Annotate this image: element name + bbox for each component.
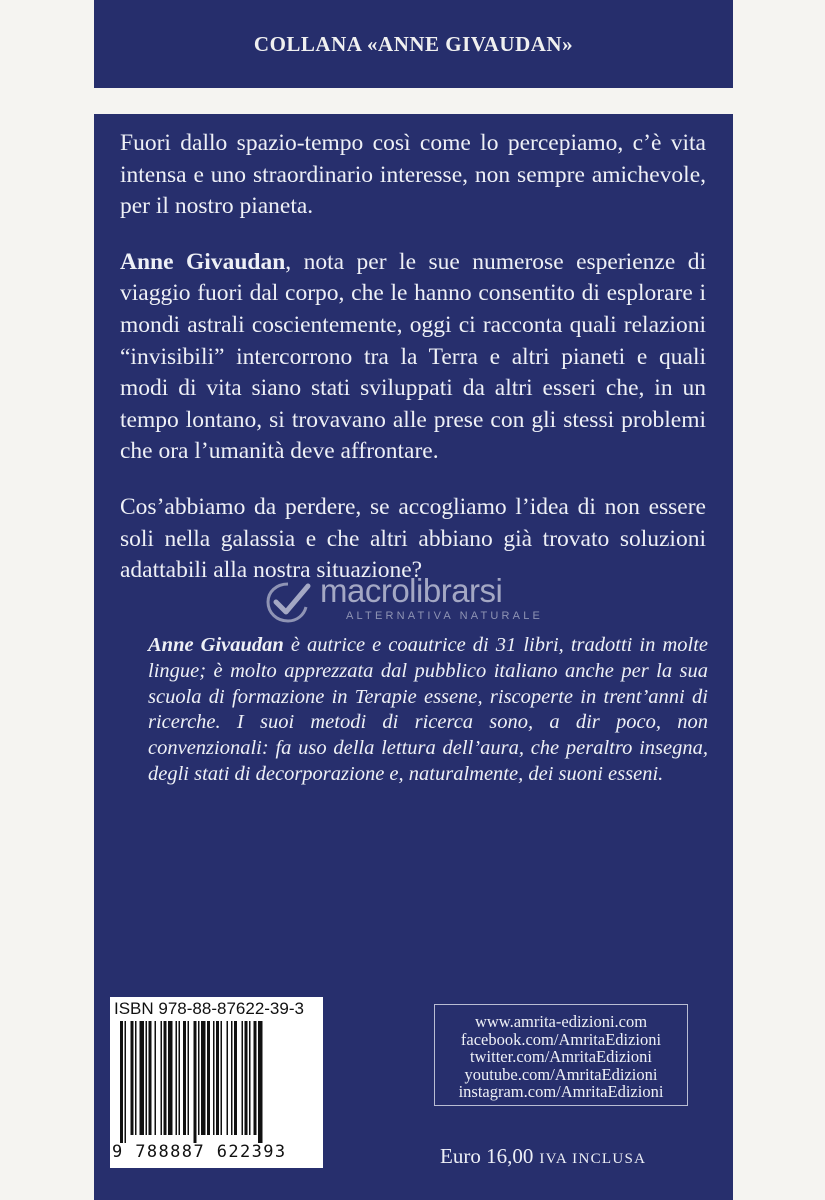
watermark xyxy=(264,572,564,628)
bio-author-name: Anne Givaudan xyxy=(148,634,284,656)
link-facebook[interactable]: facebook.com/AmritaEdizioni xyxy=(460,1029,662,1049)
series-title: COLLANA «ANNE GIVAUDAN» xyxy=(253,31,574,56)
barcode-digits: 9 788887 622393 xyxy=(112,1142,287,1162)
price-amount: Euro 16,00 xyxy=(440,1144,534,1168)
leaf-check-logo-icon xyxy=(264,580,312,624)
blurb-paragraph-1: Fuori dallo spazio-tempo così come lo percepiamo, c’è vita intensa e uno straordinario interesse, non sempre amichevole, per il nostro pianeta. xyxy=(120,130,706,220)
link-instagram[interactable]: instagram.com/AmritaEdizioni xyxy=(458,1082,664,1101)
publisher-links xyxy=(434,1004,688,1106)
link-youtube[interactable]: youtube.com/AmritaEdizioni xyxy=(464,1064,658,1084)
isbn-label: ISBN 978-88-87622-39-3 xyxy=(114,999,304,1018)
series-banner xyxy=(94,0,733,88)
cover-panel xyxy=(94,114,733,1200)
link-twitter[interactable]: twitter.com/AmritaEdizioni xyxy=(470,1047,652,1066)
blurb xyxy=(120,128,706,587)
watermark-tagline: ALTERNATIVA NATURALE xyxy=(346,610,544,622)
blurb-paragraph-2 xyxy=(120,247,706,468)
watermark-brand: macrolibrarsi xyxy=(320,572,503,609)
barcode-icon xyxy=(118,1021,318,1143)
isbn-barcode xyxy=(110,997,323,1168)
link-website[interactable]: www.amrita-edizioni.com xyxy=(474,1012,648,1031)
author-name: Anne Givaudan xyxy=(120,248,286,275)
blurb-paragraph-3: Cos’abbiamo da perdere, se accogliamo l’idea di non essere soli nella galassia e che altri abbiano già trovato soluzioni adattabili alla nostra situazione? xyxy=(120,493,706,584)
bio-text: è autrice e coautrice di 31 libri, tradotti in molte lingue; è molto apprezzata dal pubblico italiano anche per la sua scuola di formazione in Terapie essene, riscoperte in trent’anni di ricerche. I suoi metodi di ricerca sono, a dir poco, non convenzionali: fa uso della lettura dell’aura, che peraltro insegna, degli stati di decorporazione e, naturalmente, dei suoni esseni. xyxy=(148,634,708,785)
price-vat: IVA INCLUSA xyxy=(539,1151,647,1167)
price xyxy=(440,1144,700,1169)
blurb-paragraph-2-text: , nota per le sue numerose esperienze di viaggio fuori dal corpo, che le hanno consentito di esplorare i mondi astrali coscientemente, oggi ci racconta quali relazioni “invisibili” intercorrono tra la Terra e altri pianeti e quali modi di vita siano stati sviluppati da altri esseri che, in un tempo lontano, si trovavano alle prese con gli stessi problemi che ora l’umanità deve affrontare. xyxy=(120,248,706,465)
author-bio xyxy=(148,633,708,788)
